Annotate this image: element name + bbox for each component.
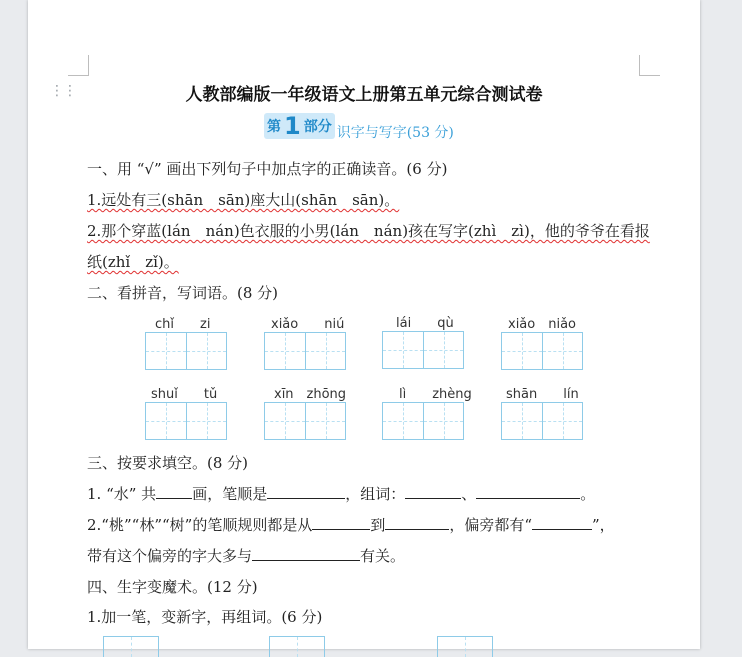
document-page xyxy=(28,0,700,649)
writing-box[interactable] xyxy=(103,636,159,657)
writing-box[interactable] xyxy=(269,636,325,657)
answer-blank[interactable] xyxy=(312,515,370,530)
part-number: 1 xyxy=(284,112,301,140)
q1-text: 画，笔顺是 xyxy=(192,485,268,503)
writing-grid[interactable] xyxy=(382,331,464,369)
pinyin-label: shān lín xyxy=(506,387,579,402)
answer-blank[interactable] xyxy=(532,515,592,530)
section1-q2-line2: 纸(zhǐ zǐ)。 xyxy=(87,253,179,271)
answer-blank[interactable] xyxy=(267,484,345,499)
part-header xyxy=(264,113,454,139)
answer-blank[interactable] xyxy=(476,484,580,499)
writing-grid[interactable] xyxy=(264,402,346,440)
section3-q2-line1 xyxy=(87,514,615,535)
q2-text: 到 xyxy=(370,516,386,534)
section3-q2-line2 xyxy=(87,545,405,566)
writing-grid[interactable] xyxy=(145,332,227,370)
writing-grid[interactable] xyxy=(264,332,346,370)
document-title: 人教部编版一年级语文上册第五单元综合测试卷 xyxy=(185,85,543,105)
part-prefix: 第 xyxy=(267,119,281,135)
pinyin-label: xiǎo niǎo xyxy=(508,317,576,332)
part-suffix: 部分 xyxy=(303,119,332,135)
section4-q1: 1.加一笔，变新字，再组词。(6 分) xyxy=(87,608,323,626)
margin-corner-top-left xyxy=(68,55,89,76)
pinyin-label: lái qù xyxy=(396,316,454,331)
q1-text: ，组词： xyxy=(345,485,406,503)
pinyin-label: xiǎo niú xyxy=(271,317,345,332)
answer-blank[interactable] xyxy=(385,515,449,530)
section2-heading: 二、看拼音，写词语。(8 分) xyxy=(87,284,279,302)
q2-text: 有关。 xyxy=(360,547,406,565)
answer-blank[interactable] xyxy=(252,546,360,561)
part-badge xyxy=(264,113,335,139)
section1-q2-line1: 2.那个穿蓝(lán nán)色衣服的小男(lán nán)孩在写字(zhì zì)，他的爷爷在看报 xyxy=(87,222,650,240)
section1-heading: 一、用 “√” 画出下列句子中加点字的正确读音。(6 分) xyxy=(87,160,448,178)
writing-box[interactable] xyxy=(437,636,493,657)
section1-q1: 1.远处有三(shān sān)座大山(shān sān)。 xyxy=(87,191,400,209)
q1-text: 1. “水” 共 xyxy=(87,485,157,503)
answer-blank[interactable] xyxy=(156,484,192,499)
section3-q1 xyxy=(87,483,595,504)
q2-text: ”， xyxy=(592,516,615,534)
section4-heading: 四、生字变魔术。(12 分) xyxy=(87,578,258,596)
part-subtitle: 识字与写字(53 分) xyxy=(336,125,454,141)
pinyin-label: shuǐ tǔ xyxy=(151,387,218,402)
writing-grid[interactable] xyxy=(501,402,583,440)
q2-text: ，偏旁都有“ xyxy=(449,516,533,534)
q2-text: 带有这个偏旁的字大多与 xyxy=(87,547,253,565)
q1-text: 。 xyxy=(580,485,596,503)
section3-heading: 三、按要求填空。(8 分) xyxy=(87,454,249,472)
q1-text: 、 xyxy=(461,485,477,503)
pinyin-label: lì zhèng xyxy=(399,387,472,402)
writing-grid[interactable] xyxy=(501,332,583,370)
drag-handle-icon[interactable]: ⋮⋮ xyxy=(50,83,76,99)
pinyin-label: xīn zhōng xyxy=(274,387,347,402)
pinyin-label: chǐ zi xyxy=(155,317,211,332)
writing-grid[interactable] xyxy=(382,402,464,440)
q2-text: 2.“桃”“林”“树”的笔顺规则都是从 xyxy=(87,516,313,534)
margin-corner-top-right xyxy=(639,55,660,76)
writing-grid[interactable] xyxy=(145,402,227,440)
answer-blank[interactable] xyxy=(405,484,461,499)
